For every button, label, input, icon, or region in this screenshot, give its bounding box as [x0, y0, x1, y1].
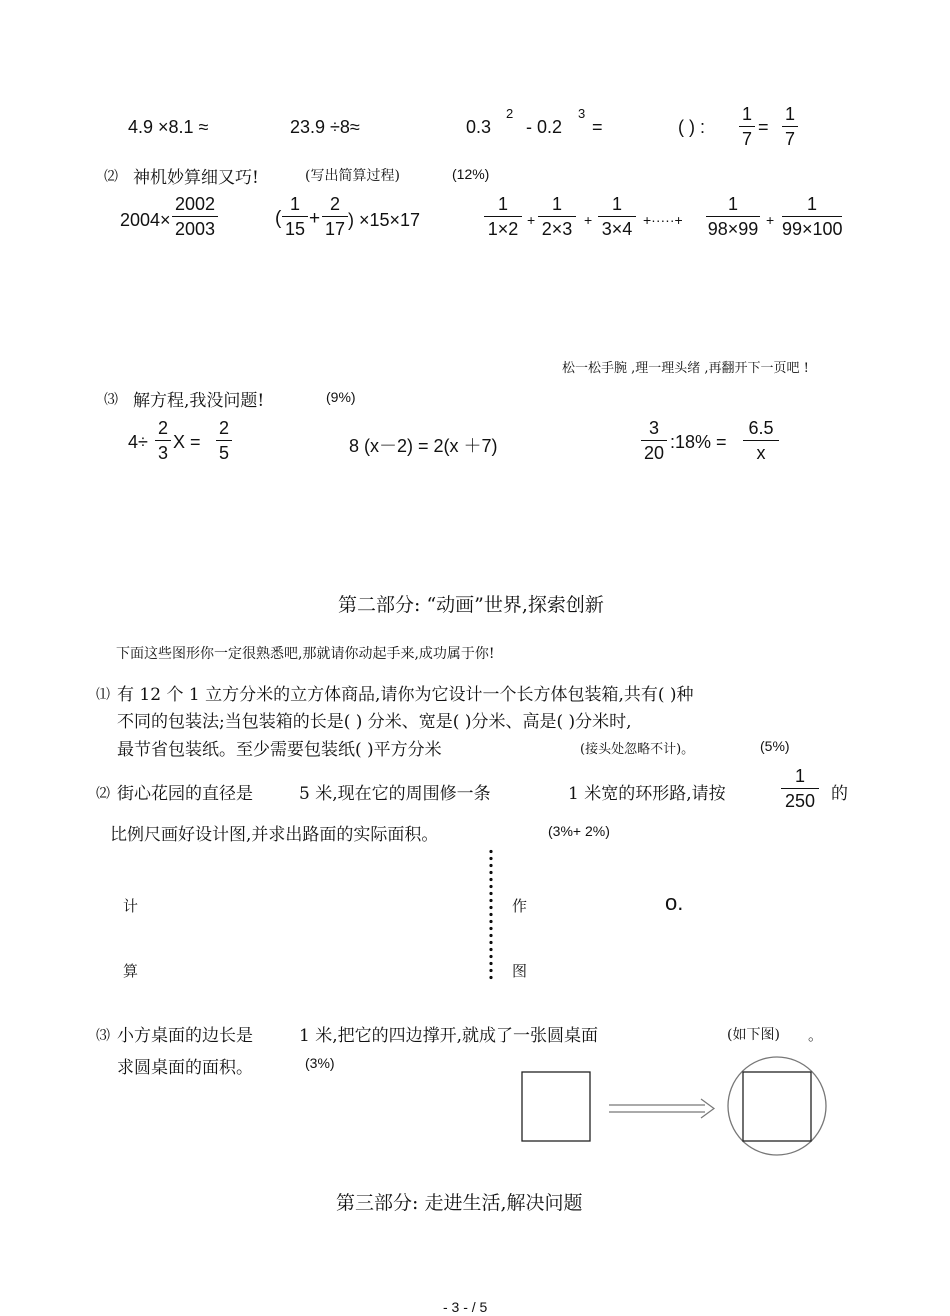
equation-1-fraction-1: [155, 417, 171, 464]
estimate-expr-2: 23.9 ÷8≈: [290, 117, 360, 137]
part-2-heading: 第二部分: “动画”世界,探索创新: [338, 594, 604, 616]
problem-2-plus: +: [309, 208, 321, 229]
power-expr-base: 0.3: [466, 117, 492, 137]
sum-term-4: [706, 193, 760, 240]
question-3-score: (3%): [305, 1055, 335, 1071]
problem-2-num-1: 1: [289, 194, 300, 214]
equation-3-den-2: x: [756, 443, 766, 463]
equation-3-fraction-1: [641, 417, 667, 464]
sum-term-2: [538, 193, 576, 240]
question-1-number: ⑴: [96, 687, 110, 703]
relax-note: 松一松手腕 ,理一理头绪 ,再翻开下一页吧 !: [562, 361, 809, 376]
sum-term-3-den: 3×4: [601, 219, 633, 239]
problem-2-open: (: [275, 208, 282, 229]
section-2-score: (12%): [452, 166, 490, 182]
sum-term-1: [484, 193, 522, 240]
sum-term-3: [598, 193, 636, 240]
part-3-heading: 第三部分: 走进生活,解决问题: [336, 1192, 583, 1214]
estimate-expr-1: 4.9 ×8.1 ≈: [128, 117, 209, 137]
question-2-line-1b: 5 米,现在它的周围修一条: [299, 784, 491, 804]
equation-1-num-2: 2: [218, 418, 229, 438]
problem-2-tail: ) ×15×17: [348, 210, 421, 230]
sum-term-2-den: 2×3: [541, 219, 573, 239]
scale-num: 1: [794, 766, 805, 786]
scale-den: 250: [784, 791, 816, 811]
square-table-shape: [522, 1072, 590, 1141]
ratio-fraction-2-den: 7: [784, 129, 795, 149]
equation-3-den-1: 20: [643, 443, 665, 463]
equation-1-mid: X =: [173, 432, 201, 452]
part-2-intro: 下面这些图形你一定很熟悉吧,那就请你动起手来,成功属于你!: [116, 646, 495, 662]
sum-term-5-num: 1: [806, 194, 817, 214]
sum-term-5-den: 99×100: [782, 219, 843, 239]
question-3-line-1b: 1 米,把它的四边撑开,就成了一张圆桌面: [299, 1026, 599, 1046]
sum-term-4-num: 1: [727, 194, 738, 214]
question-2-line-1c: 1 米宽的环形路,请按: [568, 784, 726, 804]
ratio-eq: =: [758, 117, 769, 137]
question-2-score: (3%+ 2%): [548, 823, 610, 839]
sum-term-3-num: 1: [611, 194, 622, 214]
question-2-line-1d: 的: [831, 784, 848, 804]
equation-1-den-1: 3: [157, 443, 168, 463]
sum-term-5: [782, 193, 842, 240]
draw-label-2: 图: [512, 962, 528, 980]
sum-term-4-den: 98×99: [707, 219, 759, 239]
equation-2: 8 (x－2) = 2(x ＋7): [349, 436, 498, 456]
equation-3-mid: :18% =: [670, 432, 727, 452]
calc-label-2: 算: [123, 962, 139, 980]
problem-1-den: 2003: [174, 219, 216, 239]
sum-term-1-num: 1: [497, 194, 508, 214]
equation-3-num-2: 6.5: [748, 418, 774, 438]
question-1-note: (接头处忽略不计)。: [580, 742, 695, 757]
sum-plus-2: +: [584, 212, 593, 228]
question-3-note: (如下图): [727, 1027, 780, 1043]
sum-term-1-den: 1×2: [487, 219, 519, 239]
problem-2-den-1: 15: [284, 219, 306, 239]
scale-fraction: [781, 765, 819, 812]
power-exp-3: 3: [578, 106, 586, 121]
dotted-divider: [489, 848, 493, 980]
equation-1-num-1: 2: [157, 418, 168, 438]
problem-1-prefix: 2004×: [120, 210, 171, 230]
equation-3-num-1: 3: [648, 418, 659, 438]
question-2-line-2: 比例尺画好设计图,并求出路面的实际面积。: [110, 825, 439, 845]
question-3-number: ⑶: [96, 1028, 110, 1044]
question-2-line-1a: 街心花园的直径是: [117, 784, 253, 804]
question-3-line-1a: 小方桌面的边长是: [117, 1026, 253, 1046]
problem-2-fraction-1: [282, 193, 308, 240]
sum-plus-4: +: [766, 212, 775, 228]
power-exp-2: 2: [506, 106, 514, 121]
equation-3-fraction-2: [743, 417, 779, 464]
ratio-fraction-1: [739, 103, 755, 150]
draw-label-1: 作: [512, 897, 528, 915]
ratio-fraction-1-den: 7: [741, 129, 752, 149]
section-2-title: 神机妙算细又巧!: [133, 168, 259, 188]
sum-ellipsis: +·····+: [643, 212, 683, 228]
equation-1-den-2: 5: [218, 443, 229, 463]
question-1-line-2: 不同的包装法;当包装箱的长是( ) 分米、宽是( )分米、高是( )分米时,: [117, 712, 632, 732]
equation-1-fraction-2: [216, 417, 232, 464]
problem-1-num: 2002: [174, 194, 216, 214]
sum-term-2-num: 1: [551, 194, 562, 214]
section-3-title: 解方程,我没问题!: [133, 391, 265, 411]
ratio-paren: ( ) :: [678, 117, 705, 137]
question-1-score: (5%): [760, 738, 790, 754]
power-expr-minus: - 0.2: [526, 117, 563, 137]
double-arrow-icon: [609, 1099, 714, 1118]
page-number: - 3 - / 5: [443, 1299, 488, 1315]
ratio-fraction-1-num: 1: [741, 104, 752, 124]
sum-plus-1: +: [527, 212, 536, 228]
section-2-note: (写出简算过程): [305, 168, 400, 184]
power-expr-eq: =: [592, 117, 603, 137]
equation-1-prefix: 4÷: [128, 432, 148, 452]
question-3-end: 。: [808, 1026, 824, 1044]
question-2-number: ⑵: [96, 786, 110, 802]
question-1-line-1: 有 12 个 1 立方分米的立方体商品,请你为它设计一个长方体包装箱,共有( )种: [117, 685, 694, 705]
question-1-line-3: 最节省包装纸。至少需要包装纸( )平方分米: [117, 740, 442, 760]
calc-label-1: 计: [123, 897, 139, 915]
problem-2-den-2: 17: [324, 219, 346, 239]
question-3-line-2: 求圆桌面的面积。: [117, 1058, 253, 1078]
inscribed-square-shape: [743, 1072, 811, 1141]
section-3-score: (9%): [326, 389, 356, 405]
problem-2-num-2: 2: [329, 194, 340, 214]
ratio-fraction-2: [782, 103, 798, 150]
table-transform-figure: [515, 1050, 835, 1160]
ratio-fraction-2-num: 1: [784, 104, 795, 124]
circle-center-mark: o.: [665, 890, 684, 915]
section-3-number: ⑶: [104, 392, 118, 408]
section-2-number: ⑵: [104, 169, 118, 185]
problem-2-fraction-2: [322, 193, 348, 240]
problem-1-fraction: [172, 193, 218, 240]
